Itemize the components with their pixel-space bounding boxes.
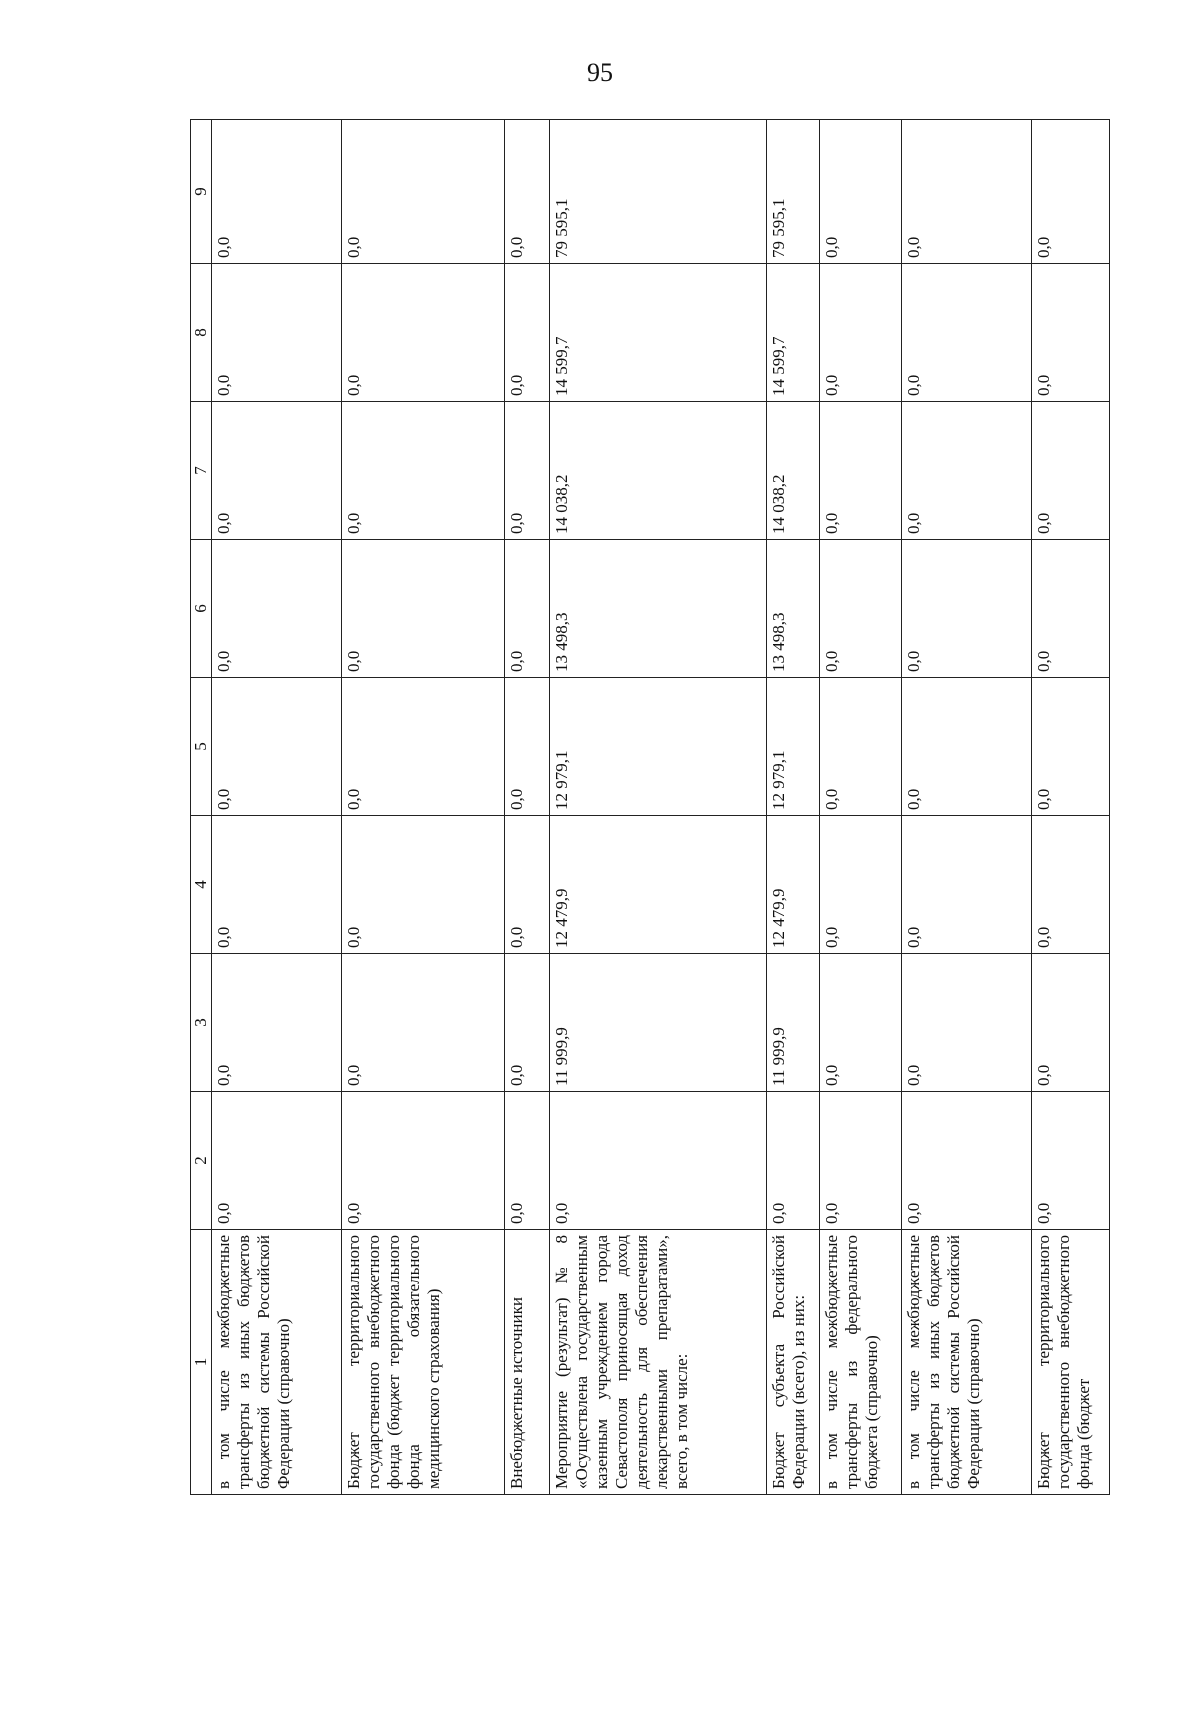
table-cell: 0,0 (819, 402, 901, 540)
column-header: 1 (191, 1230, 212, 1495)
table-cell: 0,0 (212, 264, 342, 402)
table-cell: 0,0 (902, 678, 1032, 816)
table-cell: 0,0 (212, 816, 342, 954)
table-cell: 0,0 (212, 678, 342, 816)
table-cell: 0,0 (342, 954, 505, 1092)
page-number: 95 (587, 58, 613, 87)
table-cell: 0,0 (212, 120, 342, 264)
table-cell: 0,0 (505, 1092, 549, 1230)
table-cell: 79 595,1 (549, 120, 766, 264)
table-cell: 14 038,2 (766, 402, 819, 540)
table-row (1032, 120, 1110, 1495)
row-label: Бюджет территориального государственного внебюджетного фонда (бюджет территориального фонда обязательного медицинского страхования) (342, 1230, 505, 1495)
table-cell: 0,0 (549, 1092, 766, 1230)
table-row (549, 120, 766, 1495)
table-cell: 0,0 (902, 816, 1032, 954)
table-cell: 0,0 (212, 540, 342, 678)
table-cell: 0,0 (1032, 678, 1110, 816)
header-row (191, 120, 212, 1495)
table-cell: 13 498,3 (766, 540, 819, 678)
table-cell: 0,0 (1032, 264, 1110, 402)
column-header: 6 (191, 540, 212, 678)
table-cell: 0,0 (505, 540, 549, 678)
table-cell: 0,0 (1032, 120, 1110, 264)
table-cell: 11 999,9 (549, 954, 766, 1092)
table-cell: 0,0 (766, 1092, 819, 1230)
table-cell: 79 595,1 (766, 120, 819, 264)
row-label: Бюджет субъекта Российской Федерации (всего), из них: (766, 1230, 819, 1495)
table-cell: 12 979,1 (549, 678, 766, 816)
table-cell: 0,0 (212, 402, 342, 540)
table-cell: 0,0 (819, 264, 901, 402)
table-cell: 0,0 (342, 1092, 505, 1230)
table-cell: 14 599,7 (549, 264, 766, 402)
table-cell: 0,0 (1032, 540, 1110, 678)
table-cell: 0,0 (1032, 954, 1110, 1092)
row-label: Мероприятие (результат) № 8 «Осуществлена государственным казенным учреждением города Севастополя приносящая доход деятельность для обеспечения лекарственными препаратами», всего, в том числе: (549, 1230, 766, 1495)
table-cell: 0,0 (819, 540, 901, 678)
table-cell: 0,0 (505, 816, 549, 954)
row-label: в том числе межбюджетные трансферты из иных бюджетов бюджетной системы Российской Федерации (справочно) (212, 1230, 342, 1495)
table-cell: 0,0 (505, 402, 549, 540)
table-cell: 0,0 (902, 954, 1032, 1092)
table-cell: 14 038,2 (549, 402, 766, 540)
row-label: Бюджет территориального государственного внебюджетного фонда (бюджет (1032, 1230, 1110, 1495)
table-cell: 0,0 (212, 1092, 342, 1230)
row-label: в том числе межбюджетные трансферты из федерального бюджета (справочно) (819, 1230, 901, 1495)
table-cell: 0,0 (1032, 1092, 1110, 1230)
table-cell: 0,0 (212, 954, 342, 1092)
table-cell: 0,0 (342, 540, 505, 678)
table-row (819, 120, 901, 1495)
table-cell: 0,0 (819, 954, 901, 1092)
table-cell: 11 999,9 (766, 954, 819, 1092)
table-cell: 0,0 (505, 678, 549, 816)
table-cell: 0,0 (1032, 402, 1110, 540)
table-cell: 0,0 (902, 120, 1032, 264)
table-cell: 0,0 (819, 120, 901, 264)
row-label: Внебюджетные источники (505, 1230, 549, 1495)
row-label: в том числе межбюджетные трансферты из иных бюджетов бюджетной системы Российской Федерации (справочно) (902, 1230, 1032, 1495)
table-cell: 0,0 (819, 816, 901, 954)
table-cell: 0,0 (342, 402, 505, 540)
column-header: 7 (191, 402, 212, 540)
column-header: 5 (191, 678, 212, 816)
column-header: 4 (191, 816, 212, 954)
table-cell: 0,0 (505, 264, 549, 402)
table-cell: 0,0 (505, 120, 549, 264)
column-header: 9 (191, 120, 212, 264)
column-header: 8 (191, 264, 212, 402)
table-cell: 0,0 (342, 678, 505, 816)
table-cell: 14 599,7 (766, 264, 819, 402)
table-row (505, 120, 549, 1495)
table-cell: 12 479,9 (549, 816, 766, 954)
table-cell: 13 498,3 (549, 540, 766, 678)
table-cell: 12 479,9 (766, 816, 819, 954)
budget-table (190, 119, 1110, 1495)
table-cell: 0,0 (819, 678, 901, 816)
column-header: 2 (191, 1092, 212, 1230)
table-cell: 0,0 (342, 120, 505, 264)
table-cell: 0,0 (902, 402, 1032, 540)
table-cell: 0,0 (1032, 816, 1110, 954)
rotated-table-container (190, 120, 1110, 1495)
column-header: 3 (191, 954, 212, 1092)
table-cell: 0,0 (902, 1092, 1032, 1230)
table-cell: 0,0 (505, 954, 549, 1092)
table-row (342, 120, 505, 1495)
table-row (212, 120, 342, 1495)
table-cell: 0,0 (902, 540, 1032, 678)
table-cell: 0,0 (342, 816, 505, 954)
table-row (766, 120, 819, 1495)
table-cell: 12 979,1 (766, 678, 819, 816)
table-row (902, 120, 1032, 1495)
table-cell: 0,0 (902, 264, 1032, 402)
table-cell: 0,0 (342, 264, 505, 402)
table-cell: 0,0 (819, 1092, 901, 1230)
